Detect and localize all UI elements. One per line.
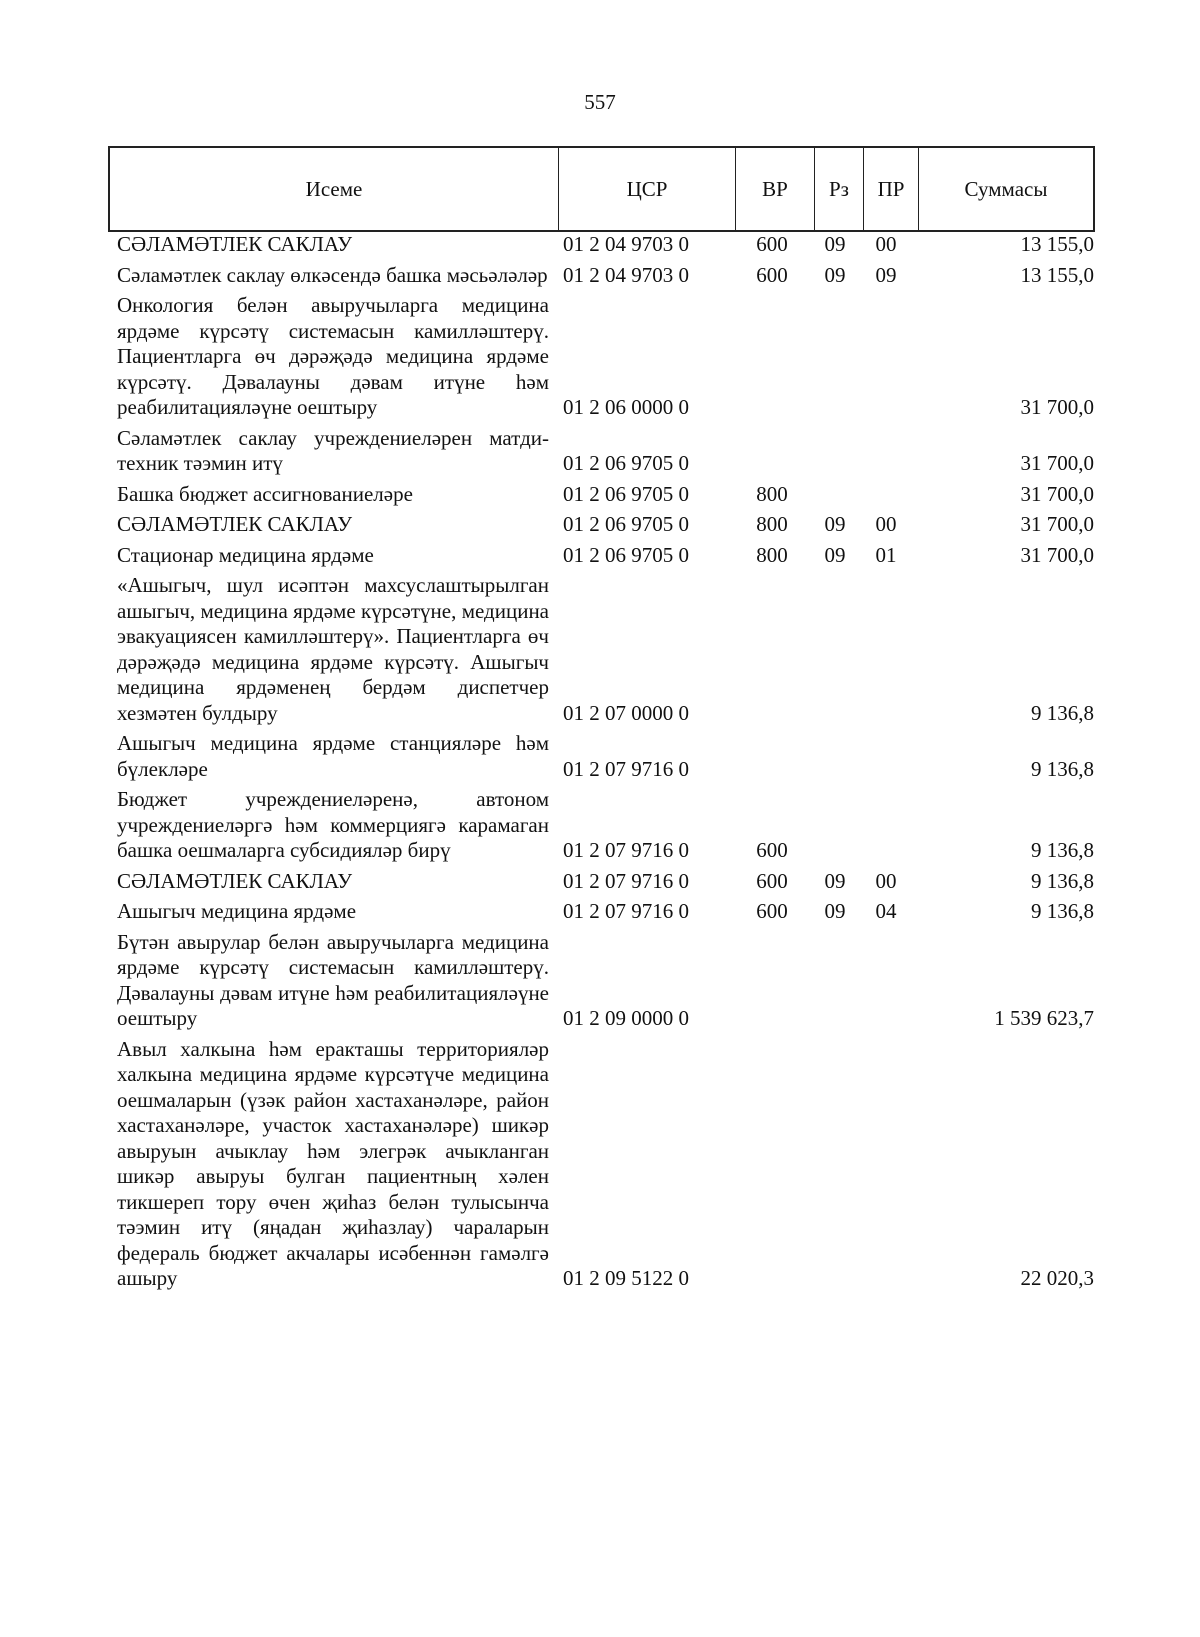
row-name: Бюджет учреждениеләренә, автоном учреждениеләргә һәм коммерциягә карамаган башка оешмаларга субсидияләр бирү: [117, 787, 549, 862]
row-rz: 09: [824, 512, 846, 536]
row-name: Ашыгыч медицина ярдәме станцияләре һәм бүлекләре: [117, 731, 549, 781]
row-csr: 01 2 09 0000 0: [563, 1006, 689, 1030]
row-sum: 13 155,0: [1020, 232, 1094, 256]
row-csr: 01 2 07 9716 0: [563, 868, 689, 893]
row-vr: 600: [756, 868, 788, 893]
row-csr: 01 2 04 9703 0: [563, 262, 689, 287]
table-header: [108, 146, 1095, 232]
row-csr: 01 2 07 0000 0: [563, 700, 689, 725]
row-sum: 31 700,0: [1020, 512, 1094, 536]
row-rz: 09: [824, 232, 846, 256]
table-row: [117, 543, 1097, 569]
row-sum: 9 136,8: [1031, 700, 1094, 725]
row-rz: 09: [824, 899, 846, 923]
table-row: [117, 1037, 1097, 1292]
row-sum: 31 700,0: [1020, 451, 1094, 475]
row-sum: 22 020,3: [1020, 1266, 1094, 1290]
row-csr: 01 2 06 9705 0: [563, 512, 689, 536]
table-row: [117, 573, 1097, 726]
header-pr: ПР: [864, 148, 919, 230]
row-sum: 13 155,0: [1020, 262, 1094, 287]
row-pr: 01: [875, 542, 897, 567]
row-rz: 09: [824, 542, 846, 567]
header-vr: ВР: [736, 148, 815, 230]
table-row: [117, 787, 1097, 864]
table-row: [117, 731, 1097, 782]
table-row: [117, 482, 1097, 508]
row-vr: 800: [756, 512, 788, 536]
row-csr: 01 2 06 9705 0: [563, 451, 689, 475]
row-csr: 01 2 07 9716 0: [563, 838, 689, 862]
page-number: 557: [584, 90, 616, 114]
row-name: СӘЛАМӘТЛЕК САКЛАУ: [117, 512, 353, 536]
row-csr: 01 2 06 9705 0: [563, 542, 689, 567]
header-sum: Суммасы: [964, 176, 1048, 201]
row-name: Авыл халкына һәм еракташы территорияләр халкына медицина ярдәме күрсәтүче медицина оешмаларын (үзәк район хастаханәләре, район хастаханәләре, участок хастаханәләре) шикәр авыруын ачыклау һәм элегрәк ачыкланган шикәр авыруы булган пациентның хәлен тикшереп тору өчен җиһаз белән тулысынча тәэмин итү (яңадан җиһазлау) чараларын федераль бюджет акчалары исәбеннән гамәлгә ашыру: [117, 1036, 549, 1290]
row-pr: 04: [875, 899, 897, 923]
table-row: [117, 512, 1097, 538]
row-sum: 1 539 623,7: [994, 1006, 1094, 1030]
row-sum: 31 700,0: [1020, 542, 1094, 567]
header-csr: ЦСР: [559, 148, 736, 230]
row-sum: 9 136,8: [1031, 868, 1094, 893]
row-vr: 600: [756, 838, 788, 862]
row-pr: 09: [875, 262, 897, 287]
row-pr: 00: [875, 232, 897, 256]
table-row: [117, 426, 1097, 477]
row-name: Онкология белән авыручыларга медицина ярдәме күрсәтү системасын камилләштерү. Пациентларга өч дәрәҗәдә медицина ярдәме күрсәтү. Дәвалауны дәвам итүне һәм реабилитацияләүне оештыру: [117, 293, 549, 419]
row-name: «Ашыгыч, шул исәптән махсуслаштырылган ашыгыч, медицина ярдәме күрсәтүне, медицина эвакуациясен камилләштерү». Пациентларга өч дәрәҗәдә медицина ярдәме күрсәтү. Ашыгыч медицина ярдәменең бердәм диспетчер хезмәтен булдыру: [117, 573, 549, 725]
row-csr: 01 2 06 0000 0: [563, 395, 689, 419]
row-csr: 01 2 09 5122 0: [563, 1266, 689, 1290]
row-csr: 01 2 07 9716 0: [563, 756, 689, 781]
row-sum: 9 136,8: [1031, 838, 1094, 862]
row-sum: 9 136,8: [1031, 899, 1094, 923]
row-pr: 00: [875, 868, 897, 893]
row-vr: 600: [756, 262, 788, 287]
row-pr: 00: [875, 512, 897, 536]
row-name: СӘЛАМӘТЛЕК САКЛАУ: [117, 232, 353, 256]
table-body: [117, 232, 1097, 1297]
row-name: Башка бюджет ассигнованиеләре: [117, 481, 413, 506]
row-vr: 800: [756, 542, 788, 567]
row-name: Ашыгыч медицина ярдәме: [117, 899, 357, 923]
row-vr: 800: [756, 481, 788, 506]
table-row: [117, 930, 1097, 1032]
header-name: Исеме: [110, 148, 559, 230]
row-rz: 09: [824, 868, 846, 893]
row-name: Бүтән авырулар белән авыручыларга медицина ярдәме күрсәтү системасын камилләштерү. Дәвалауны дәвам итүне һәм реабилитацияләүне оештыру: [117, 929, 549, 1030]
row-csr: 01 2 07 9716 0: [563, 899, 689, 923]
row-name: Стационар медицина ярдәме: [117, 542, 374, 567]
header-rz: Рз: [815, 148, 864, 230]
row-name: Сәламәтлек саклау учреждениеләрен матди-техник тәэмин итү: [117, 425, 549, 475]
table-row: [117, 263, 1097, 289]
table-row: [117, 869, 1097, 895]
row-csr: 01 2 04 9703 0: [563, 232, 689, 256]
row-sum: 31 700,0: [1020, 395, 1094, 419]
table-row: [117, 232, 1097, 258]
row-sum: 31 700,0: [1020, 481, 1094, 506]
row-name: СӘЛАМӘТЛЕК САКЛАУ: [117, 868, 353, 893]
row-name: Сәламәтлек саклау өлкәсендә башка мәсьәләләр: [117, 262, 548, 287]
row-sum: 9 136,8: [1031, 756, 1094, 781]
row-vr: 600: [756, 232, 788, 256]
row-csr: 01 2 06 9705 0: [563, 481, 689, 506]
row-rz: 09: [824, 262, 846, 287]
row-vr: 600: [756, 899, 788, 923]
table-row: [117, 293, 1097, 421]
table-row: [117, 899, 1097, 925]
